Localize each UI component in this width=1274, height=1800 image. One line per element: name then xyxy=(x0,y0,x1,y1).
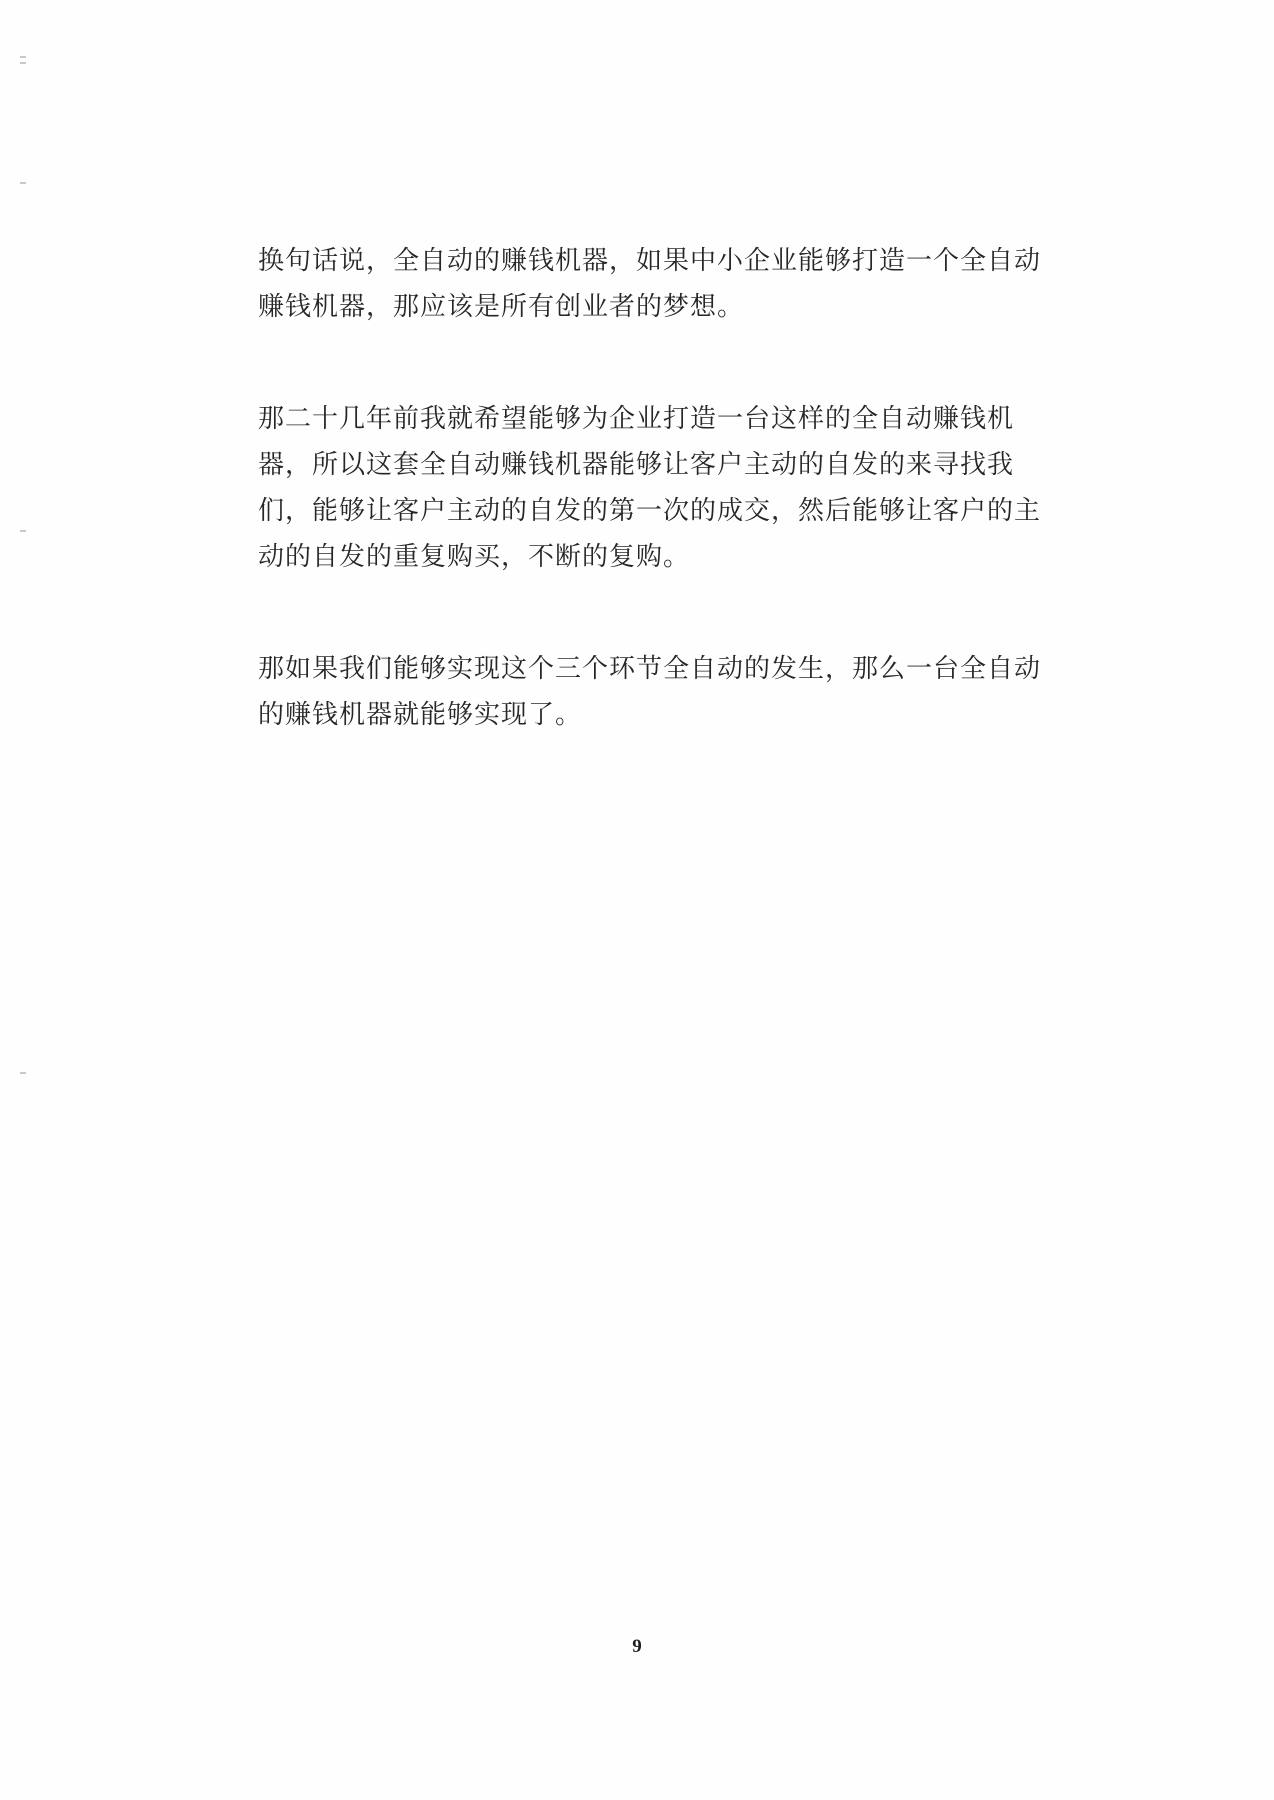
scan-margin-mark xyxy=(20,1072,26,1074)
body-text xyxy=(258,238,1058,804)
paragraph-1: 换句话说，全自动的赚钱机器，如果中小企业能够打造一个全自动赚钱机器，那应该是所有创业者的梦想。 xyxy=(258,246,1042,322)
scan-margin-mark xyxy=(20,62,26,64)
scan-margin-mark xyxy=(20,530,26,532)
paragraph-2: 那二十几年前我就希望能够为企业打造一台这样的全自动赚钱机器，所以这套全自动赚钱机器能够让客户主动的自发的来寻找我们，能够让客户主动的自发的第一次的成交，然后能够让客户的主动的自发的重复购买，不断的复购。 xyxy=(258,404,1042,572)
scan-margin-mark xyxy=(20,56,26,58)
paragraph-3: 那如果我们能够实现这个三个环节全自动的发生，那么一台全自动的赚钱机器就能够实现了。 xyxy=(258,654,1042,730)
page-number: 9 xyxy=(632,1636,642,1657)
scan-margin-mark xyxy=(20,182,26,184)
